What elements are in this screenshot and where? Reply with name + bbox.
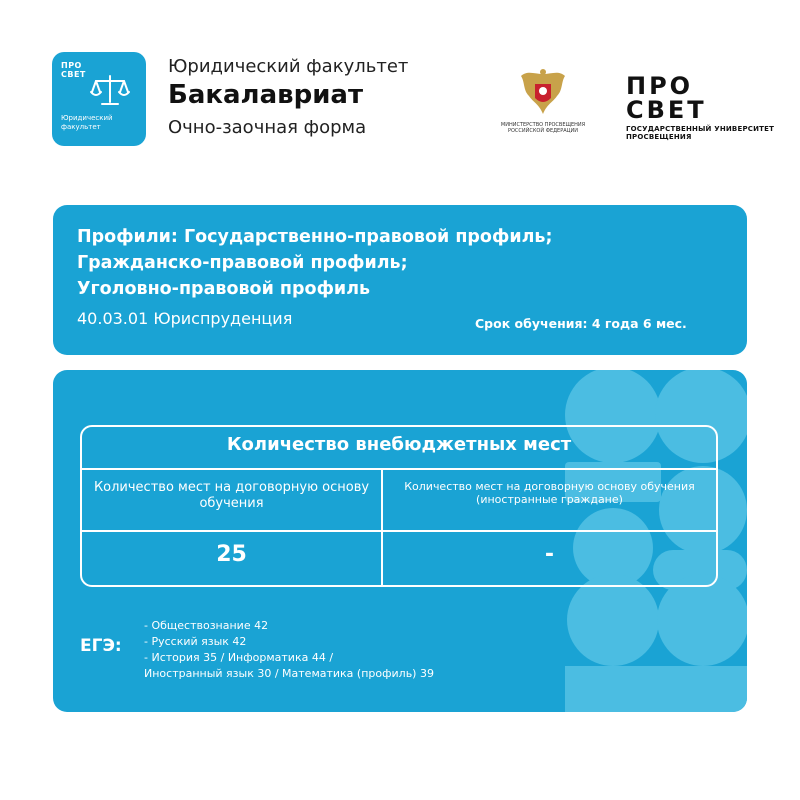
seats-table-title: Количество внебюджетных мест — [226, 434, 572, 455]
table-divider — [82, 468, 716, 470]
ege-requirements-list — [144, 618, 434, 682]
ministry-emblem-icon — [513, 68, 573, 120]
contract-seats-value: 25 — [216, 542, 247, 567]
ege-item: - Русский язык 42 — [144, 635, 247, 648]
ege-item: Иностранный язык 30 / Математика (профиль) 39 — [144, 667, 434, 680]
seats-table — [80, 425, 718, 587]
seats-card — [53, 370, 747, 712]
study-duration: Срок обучения: 4 года 6 мес. — [475, 316, 687, 331]
table-divider — [82, 530, 716, 532]
degree-title: Бакалавриат — [168, 80, 364, 110]
ministry-caption: МИНИСТЕРСТВО ПРОСВЕЩЕНИЯ РОССИЙСКОЙ ФЕДЕРАЦИИ — [500, 122, 586, 134]
university-logo-line2: СВЕТ — [626, 96, 707, 124]
faculty-tile-brand-line2: СВЕТ — [61, 70, 86, 79]
faculty-tile-brand-line1: ПРО — [61, 61, 82, 70]
faculty-tile-caption — [61, 114, 113, 132]
ege-item: - История 35 / Информатика 44 / — [144, 651, 334, 664]
study-form: Очно-заочная форма — [168, 117, 367, 138]
profiles-line-2: Гражданско-правовой профиль; — [77, 253, 408, 273]
ege-label: ЕГЭ: — [80, 636, 122, 656]
column-header-contract-seats: Количество мест на договорную основу обучения — [93, 480, 370, 511]
university-logo-caption: ГОСУДАРСТВЕННЫЙ УНИВЕРСИТЕТ ПРОСВЕЩЕНИЯ — [626, 125, 775, 141]
profiles-line-3: Уголовно-правовой профиль — [77, 279, 371, 299]
university-logo — [626, 74, 800, 141]
faculty-name: Юридический факультет — [168, 56, 409, 77]
scales-of-justice-icon — [90, 74, 130, 108]
faculty-logo-tile — [52, 52, 146, 146]
program-code: 40.03.01 Юриспруденция — [77, 309, 293, 328]
profiles-line-1: Профили: Государственно-правовой профиль; — [77, 227, 553, 247]
column-header-foreign-contract-seats: Количество мест на договорную основу обучения (иностранные граждане) — [404, 480, 695, 506]
university-logo-line1: ПРО — [626, 72, 694, 100]
faculty-tile-caption-line2: факультет — [61, 123, 101, 131]
faculty-tile-caption-line1: Юридический — [61, 114, 113, 122]
foreign-contract-seats-value: - — [544, 542, 555, 567]
faculty-tile-brand — [61, 61, 86, 79]
program-card — [53, 205, 747, 355]
ege-item: - Обществознание 42 — [144, 619, 269, 632]
